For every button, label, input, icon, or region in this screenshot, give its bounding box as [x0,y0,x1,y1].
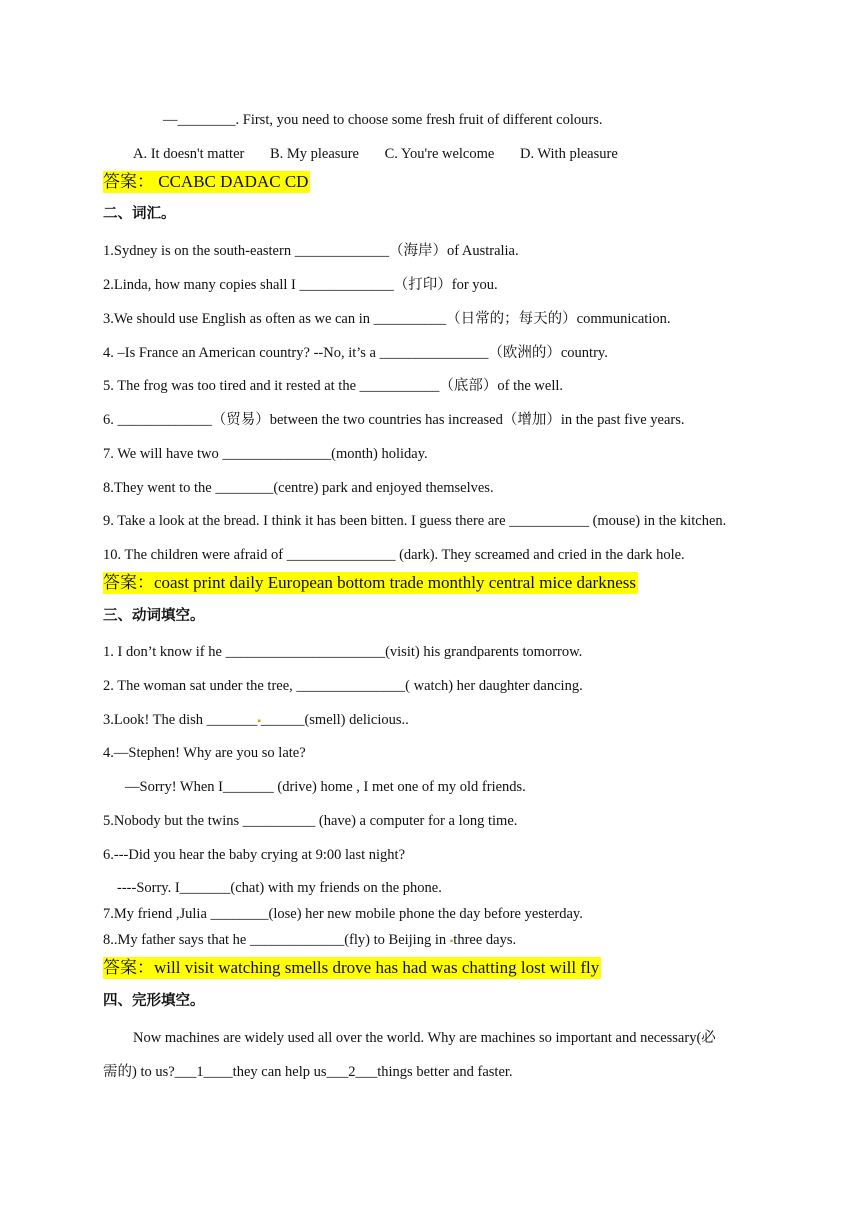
vocab-item-10: 10. The children were afraid of _______________ (dark). They screamed and cried in the dark hole. [103,547,685,563]
vocab-answer: 答案：coast print daily European bottom trade monthly central mice darkness [103,573,636,592]
verb-item-8-part-b: three days. [453,932,517,948]
marker-dot: ▪ [449,936,454,947]
vocab-item-3: 3.We should use English as often as we can in __________（日常的；每天的）communication. [103,311,671,327]
cloze-line-1: Now machines are widely used all over the world. Why are machines so important and necessary(必 [133,1030,716,1046]
vocab-item-5: 5. The frog was too tired and it rested at the ___________（底部）of the well. [103,378,564,394]
vocab-item-4: 4. –Is France an American country? --No, it’s a _______________（欧洲的）country. [103,345,608,361]
verb-item-6-question: 6.---Did you hear the baby crying at 9:00 last night? [103,847,406,863]
vocab-item-6: 6. _____________（贸易）between the two countries has increased（增加）in the past five years. [103,412,685,428]
verb-item-3-part-b: ______(smell) delicious.. [260,712,409,728]
vocab-item-9: 9. Take a look at the bread. I think it has been bitten. I guess there are ___________ (mouse) in the kitchen. [103,513,727,529]
vocab-item-7: 7. We will have two _______________(month) holiday. [103,446,428,462]
option-c: C. You're welcome [384,146,495,162]
vocab-item-2: 2.Linda, how many copies shall I _____________（打印）for you. [103,277,498,293]
verb-item-4-reply: —Sorry! When I_______ (drive) home , I met one of my old friends. [125,779,526,795]
mc-options [133,145,618,163]
vocab-item-8: 8.They went to the ________(centre) park and enjoyed themselves. [103,480,494,496]
mc-dialogue: —________. First, you need to choose some fresh fruit of different colours. [163,112,603,128]
option-b: B. My pleasure [269,146,359,162]
verb-item-6-reply: ----Sorry. I_______(chat) with my friends on the phone. [117,880,442,896]
marker-dot: ▪ [257,716,261,727]
option-d: D. With pleasure [519,146,618,162]
vocab-item-1: 1.Sydney is on the south-eastern _____________（海岸）of Australia. [103,243,519,259]
verb-item-7: 7.My friend ,Julia ________(lose) her new mobile phone the day before yesterday. [103,906,583,922]
verb-item-3-part-a: 3.Look! The dish _______ [103,712,258,728]
verb-item-8-part-a: 8..My father says that he _____________(fly) to Beijing in [103,932,447,948]
vocab-heading: 二、词汇。 [103,206,176,222]
verbs-answer: 答案：will visit watching smells drove has had was chatting lost will fly [103,958,600,977]
cloze-heading: 四、完形填空。 [103,993,205,1009]
verb-item-8 [103,931,516,951]
verb-item-2: 2. The woman sat under the tree, _______________( watch) her daughter dancing. [103,678,583,694]
verb-item-1: 1. I don’t know if he ______________________(visit) his grandparents tomorrow. [103,644,583,660]
mc-answer: 答案： CCABC DADAC CD [103,172,309,191]
option-a: A. It doesn't matter [133,146,245,162]
verb-item-5: 5.Nobody but the twins __________ (have) a computer for a long time. [103,813,518,829]
verb-item-3 [103,711,409,731]
verbs-heading: 三、动词填空。 [103,608,205,624]
verb-item-4-question: 4.—Stephen! Why are you so late? [103,745,306,761]
cloze-line-2: 需的) to us?___1____they can help us___2___things better and faster. [103,1064,513,1080]
